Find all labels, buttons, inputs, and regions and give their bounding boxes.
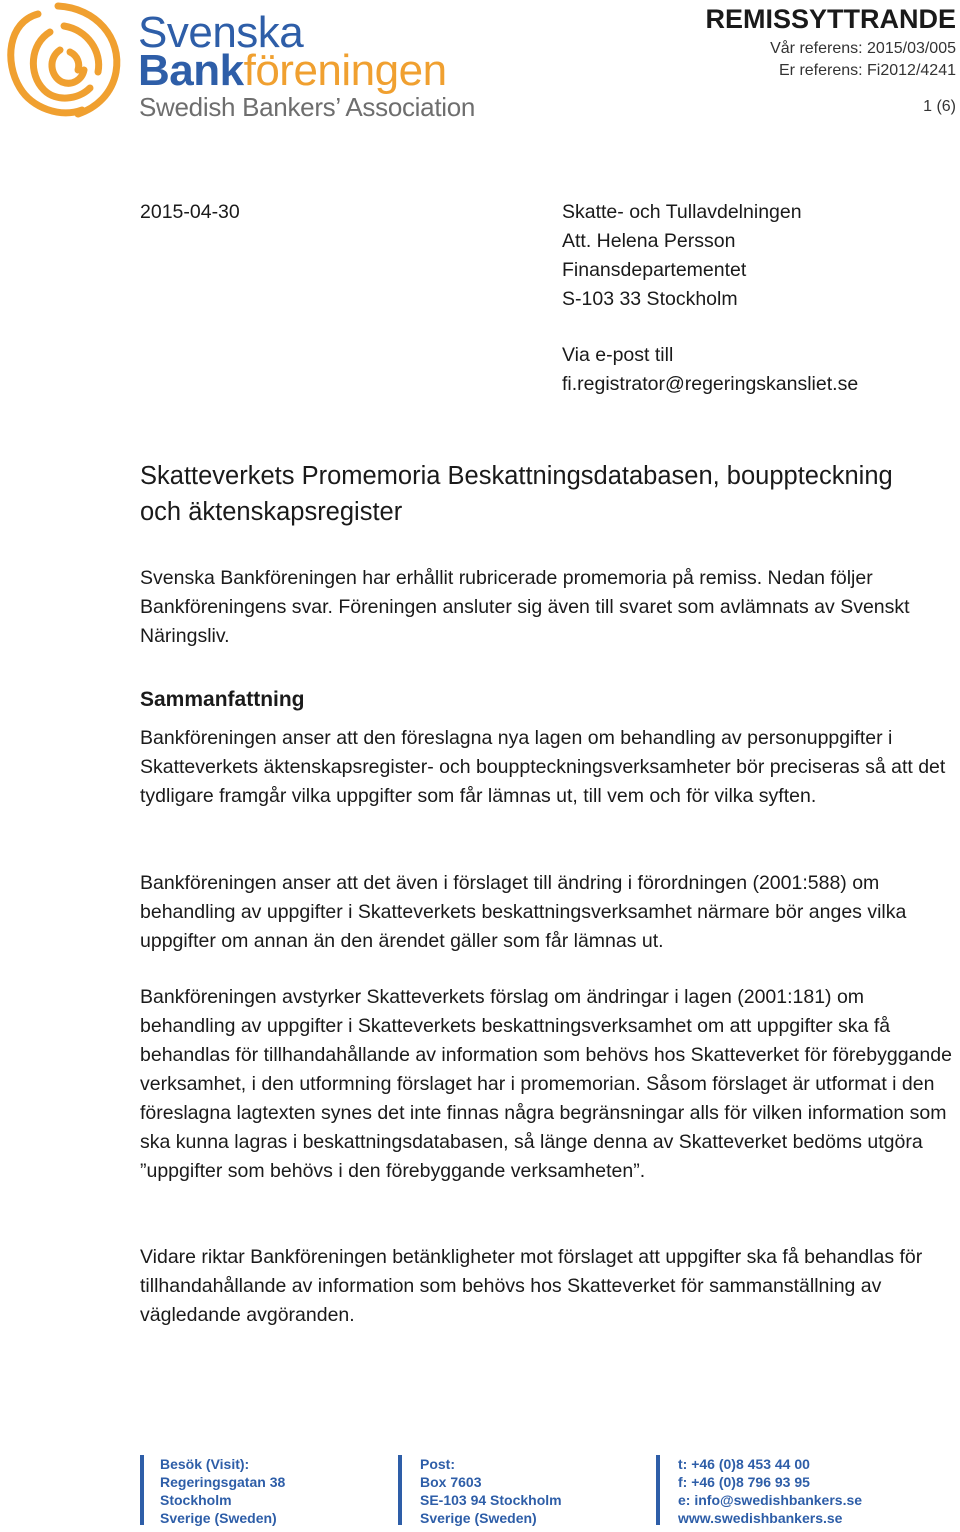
our-reference: Vår referens: 2015/03/005 xyxy=(770,40,956,57)
intro-paragraph: Svenska Bankföreningen har erhållit rubricerade promemoria på remiss. Nedan följer Bankföreningens svar. Föreningen ansluter sig även till svaret som avlämnats av Svenskt Näringsliv. xyxy=(140,567,910,647)
logo-wordmark-bank: Bank xyxy=(138,46,244,95)
bankforeningen-logo xyxy=(0,0,476,125)
footer-line: Stockholm xyxy=(160,1492,232,1508)
document-title: Skatteverkets Promemoria Beskattningsdatabasen, bouppteckning och äktenskapsregister xyxy=(140,462,893,526)
footer-line: Regeringsgatan 38 xyxy=(160,1474,286,1490)
logo-subtitle: Swedish Bankers’ Association xyxy=(139,92,476,122)
footer-email: e: info@swedishbankers.se xyxy=(678,1492,863,1508)
logo-wordmark-foreningen: föreningen xyxy=(243,46,447,95)
footer-postal-address xyxy=(420,1455,562,1527)
summary-paragraph: Bankföreningen anser att den föreslagna nya lagen om behandling av personuppgifter i Skatteverkets äktenskapsregister- och bouppteckningsverksamheter bör preciseras så att det tydligare framgår vilka uppgifter som får lämnas ut, till vem och för vilka syften. xyxy=(140,727,946,807)
footer-fax: f: +46 (0)8 796 93 95 xyxy=(678,1474,810,1490)
footer-divider xyxy=(140,1455,144,1525)
email-address: fi.registrator@regeringskansliet.se xyxy=(562,373,859,395)
letter-date: 2015-04-30 xyxy=(140,201,240,223)
recipient-line: Finansdepartementet xyxy=(562,259,747,281)
footer-divider xyxy=(656,1455,660,1525)
delivery-info xyxy=(562,341,858,399)
logo-wordmark-bankforeningen xyxy=(138,46,447,96)
summary-paragraph: Vidare riktar Bankföreningen betänkligheter mot förslaget att uppgifter ska få behandlas för tillhandahållande av information som behövs hos Skatteverket för sammanställning av vägledande avgöranden. xyxy=(140,1246,923,1326)
footer-line: Post: xyxy=(420,1456,455,1472)
footer-line: Sverige (Sweden) xyxy=(420,1510,537,1526)
document-type-title: REMISSYTTRANDE xyxy=(705,4,956,34)
footer-website: www.swedishbankers.se xyxy=(678,1510,843,1526)
footer-line: Sverige (Sweden) xyxy=(160,1510,277,1526)
recipient-address xyxy=(562,198,802,314)
footer-line: Besök (Visit): xyxy=(160,1456,250,1472)
footer-contact xyxy=(678,1455,862,1527)
section-heading-summary: Sammanfattning xyxy=(140,688,305,711)
logo-emblem-icon xyxy=(0,0,130,125)
footer-line: SE-103 94 Stockholm xyxy=(420,1492,562,1508)
recipient-line: Skatte- och Tullavdelningen xyxy=(562,201,802,223)
footer-line: Box 7603 xyxy=(420,1474,482,1490)
footer-divider xyxy=(398,1455,402,1525)
via-label: Via e-post till xyxy=(562,344,674,366)
recipient-line: S-103 33 Stockholm xyxy=(562,288,738,310)
recipient-line: Att. Helena Persson xyxy=(562,230,736,252)
your-reference: Er referens: Fi2012/4241 xyxy=(779,62,956,79)
page-number: 1 (6) xyxy=(923,98,956,115)
footer xyxy=(140,1455,940,1527)
footer-visit-address xyxy=(160,1455,285,1527)
summary-paragraph: Bankföreningen avstyrker Skatteverkets förslag om ändringar i lagen (2001:181) om behandling av uppgifter i Skatteverkets beskattningsverksamhet om att uppgifter ska få behandlas för tillhandahållande av information som behövs hos Skatteverket för förebyggande verksamhet, i den utformning förslaget har i promemorian. Såsom förslaget är utformat i den föreslagna lagtexten synes det inte finnas några begränsningar alls för vilken information som ska kunna lagras i beskattningsdatabasen, så länge denna av Skatteverket bedöms utgöra ”uppgifter som behövs i den förebyggande verksamheten”. xyxy=(140,986,952,1182)
logo-wordmark-svenska: Svenska xyxy=(138,8,304,57)
summary-paragraph: Bankföreningen anser att det även i förslaget till ändring i förordningen (2001:588) om behandling av uppgifter i Skatteverkets beskattningsverksamhet närmare bör anges vilka uppgifter om annan än den ärendet gäller som får lämnas ut. xyxy=(140,872,907,952)
footer-phone: t: +46 (0)8 453 44 00 xyxy=(678,1456,810,1472)
